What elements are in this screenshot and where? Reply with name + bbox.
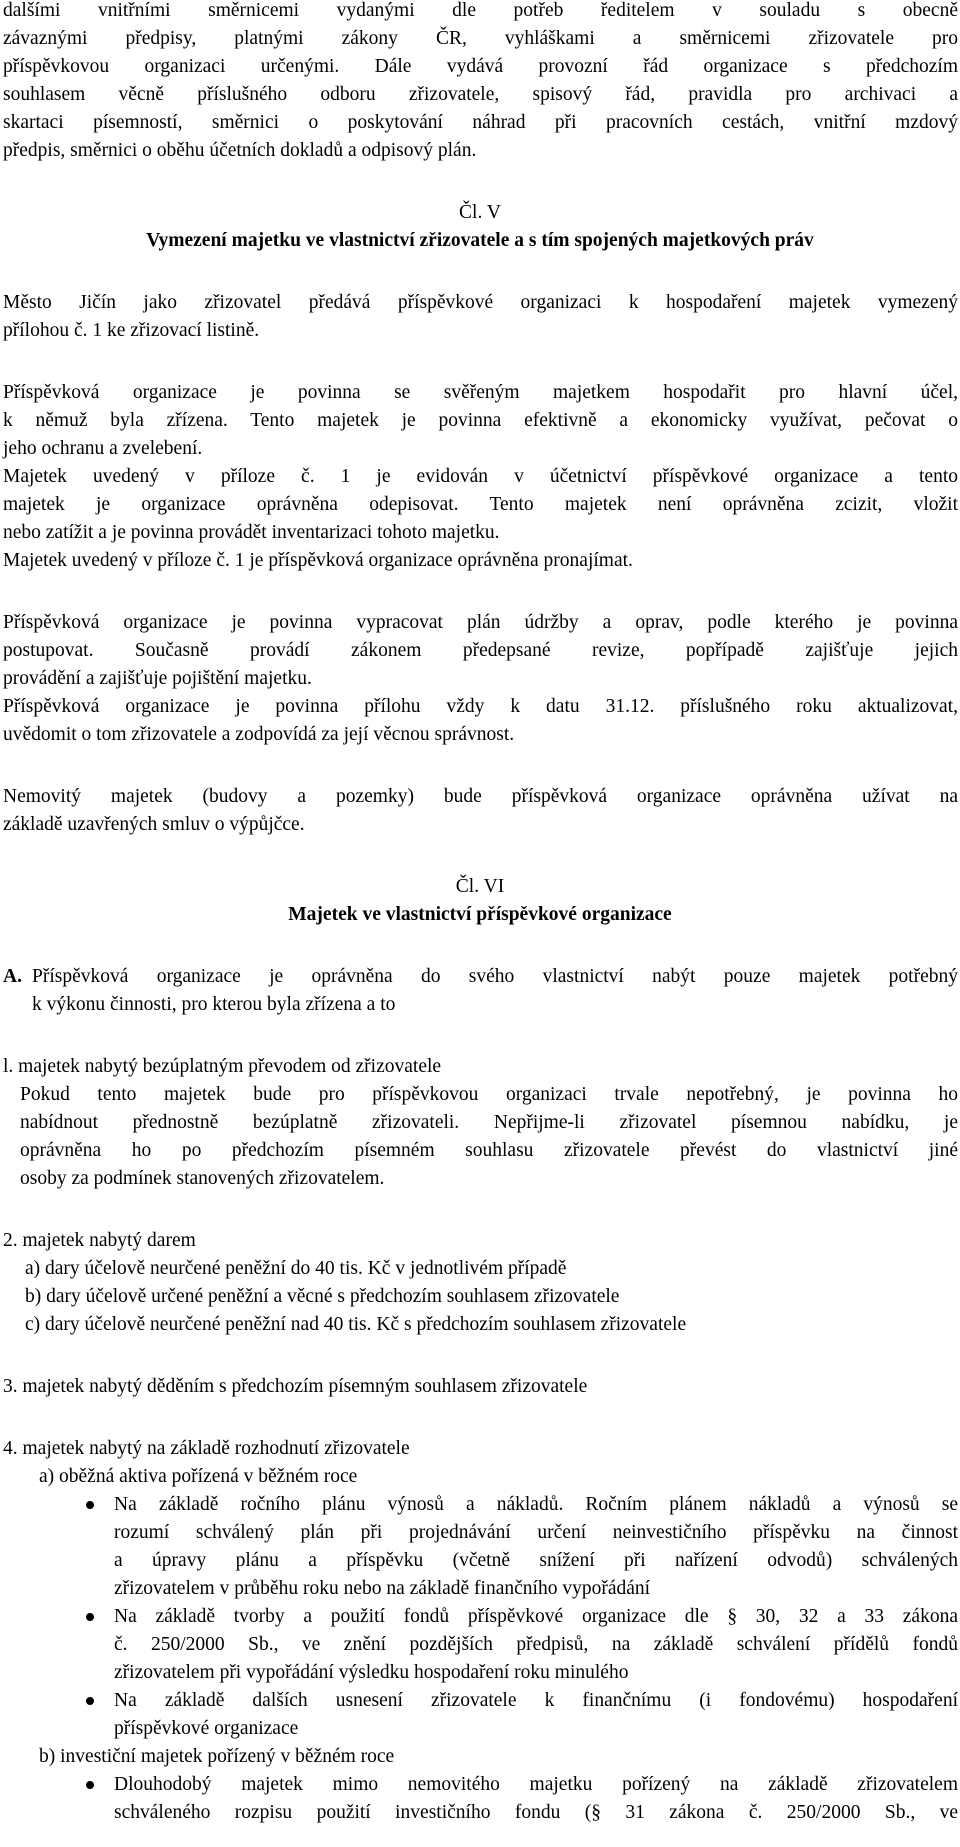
item-1-line-2: nabídnout přednostně bezúplatně zřizovateli. Nepřijme-li zřizovatel písemnou nabídku, je (20, 1112, 958, 1133)
bullet-icon (86, 1781, 94, 1789)
bullet-1-line-4: zřizovatelem v průběhu roku nebo na základě finančního vypořádání (114, 1578, 651, 1599)
art5-p2-line-2: k němuž byla zřízena. Tento majetek je povinna efektivně a ekonomicky využívat, pečovat o (3, 410, 958, 431)
item-3-heading: 3. majetek nabytý děděním s předchozím písemným souhlasem zřizovatele (3, 1376, 588, 1397)
bullet-1-line-2: rozumí schválený plán při projednávání určení neinvestičního příspěvku na činnost (114, 1522, 958, 1543)
item-2-b: b) dary účelově určené peněžní a věcné s předchozím souhlasem zřizovatele (25, 1286, 620, 1307)
bullet-1-line-3: a úpravy plánu a příspěvku (včetně snížení při nařízení odvodů) schválených (114, 1550, 958, 1571)
bullet-4-line-2: schváleného rozpisu použití investičního fondu (§ 31 zákona č. 250/2000 Sb., ve (114, 1802, 958, 1823)
item-1-line-4: osoby za podmínek stanovených zřizovatelem. (20, 1168, 385, 1189)
item-1-line-1: Pokud tento majetek bude pro příspěvkovou organizaci trvale nepotřebný, je povinna ho (20, 1084, 958, 1105)
item-4-a: a) oběžná aktiva pořízená v běžném roce (39, 1466, 358, 1487)
art5-p2-line-5: majetek je organizace oprávněna odepisovat. Tento majetek není oprávněna zcizit, vložit (3, 494, 958, 515)
item-2-a: a) dary účelově neurčené peněžní do 40 tis. Kč v jednotlivém případě (25, 1258, 567, 1279)
art5-p3-line-3: provádění a zajišťuje pojištění majetku. (3, 668, 312, 689)
bullet-2-line-3: zřizovatelem při vypořádání výsledku hospodaření roku minulého (114, 1662, 629, 1683)
art5-p1-line-2: přílohou č. 1 ke zřizovací listině. (3, 320, 260, 341)
intro-line-4: souhlasem věcně příslušného odboru zřizovatele, spisový řád, pravidla pro archivaci a (3, 84, 958, 105)
art5-p2-line-1: Příspěvková organizace je povinna se svěřeným majetkem hospodařit pro hlavní účel, (3, 382, 958, 403)
art5-p3-line-2: postupovat. Současně provádí zákonem předepsané revize, popřípadě zajišťuje jejich (3, 640, 958, 661)
section-a-line-1: Příspěvková organizace je oprávněna do svého vlastnictví nabýt pouze majetek potřebný (32, 966, 958, 987)
art5-p2-line-3: jeho ochranu a zvelebení. (3, 438, 203, 459)
article-6-title: Majetek ve vlastnictví příspěvkové organizace (288, 904, 672, 925)
item-2-c: c) dary účelově neurčené peněžní nad 40 tis. Kč s předchozím souhlasem zřizovatele (25, 1314, 687, 1335)
bullet-4-line-1: Dlouhodobý majetek mimo nemovitého majetku pořízený na základě zřizovatelem (114, 1774, 958, 1795)
item-1-line-3: oprávněna ho po předchozím písemném souhlasu zřizovatele převést do vlastnictví jiné (20, 1140, 958, 1161)
item-4-heading: 4. majetek nabytý na základě rozhodnutí zřizovatele (3, 1438, 410, 1459)
bullet-2-line-1: Na základě tvorby a použití fondů příspěvkové organizace dle § 30, 32 a 33 zákona (114, 1606, 958, 1627)
art5-p3-line-5: uvědomit o tom zřizovatele a zodpovídá za její věcnou správnost. (3, 724, 515, 745)
art5-p4-line-1: Nemovitý majetek (budovy a pozemky) bude příspěvková organizace oprávněna užívat na (3, 786, 958, 807)
intro-line-2: závaznými předpisy, platnými zákony ČR, vyhláškami a směrnicemi zřizovatele pro (3, 28, 958, 49)
bullet-2-line-2: č. 250/2000 Sb., ve znění pozdějších předpisů, na základě schválení přídělů fondů (114, 1634, 958, 1655)
art5-p3-line-1: Příspěvková organizace je povinna vypracovat plán údržby a oprav, podle kterého je povinna (3, 612, 958, 633)
art5-p2-line-4: Majetek uvedený v příloze č. 1 je evidován v účetnictví příspěvkové organizace a tento (3, 466, 958, 487)
art5-p2-line-6: nebo zatížit a je povinna provádět inventarizaci tohoto majetku. (3, 522, 500, 543)
section-a-line-2: k výkonu činnosti, pro kterou byla zřízena a to (32, 994, 396, 1015)
intro-line-1: dalšími vnitřními směrnicemi vydanými dle potřeb ředitelem v souladu s obecně (3, 0, 958, 21)
item-1-heading: l. majetek nabytý bezúplatným převodem od zřizovatele (3, 1056, 442, 1077)
bullet-icon (86, 1501, 94, 1509)
article-5-number: Čl. V (459, 202, 501, 223)
article-6-number: Čl. VI (455, 876, 505, 897)
bullet-icon (86, 1613, 94, 1621)
art5-p2-line-7: Majetek uvedený v příloze č. 1 je příspěvková organizace oprávněna pronajímat. (3, 550, 633, 571)
bullet-3-line-2: příspěvkové organizace (114, 1718, 299, 1739)
article-5-title: Vymezení majetku ve vlastnictví zřizovatele a s tím spojených majetkových práv (146, 230, 814, 251)
art5-p1-line-1: Město Jičín jako zřizovatel předává příspěvkové organizaci k hospodaření majetek vymezený (3, 292, 958, 313)
intro-line-3: příspěvkovou organizaci určenými. Dále vydává provozní řád organizace s předchozím (3, 56, 958, 77)
intro-line-6: předpis, směrnici o oběhu účetních dokladů a odpisový plán. (3, 140, 477, 161)
art5-p3-line-4: Příspěvková organizace je povinna přílohu vždy k datu 31.12. příslušného roku aktualizovat, (3, 696, 958, 717)
bullet-3-line-1: Na základě dalších usnesení zřizovatele k finančnímu (i fondovému) hospodaření (114, 1690, 958, 1711)
bullet-1-line-1: Na základě ročního plánu výnosů a nákladů. Ročním plánem nákladů a výnosů se (114, 1494, 958, 1515)
art5-p4-line-2: základě uzavřených smluv o výpůjčce. (3, 814, 305, 835)
item-2-heading: 2. majetek nabytý darem (3, 1230, 196, 1251)
item-4-b: b) investiční majetek pořízený v běžném roce (39, 1746, 395, 1767)
bullet-icon (86, 1697, 94, 1705)
section-a-label: A. (3, 966, 22, 987)
intro-line-5: skartaci písemností, směrnici o poskytování náhrad při pracovních cestách, vnitřní mzdový (3, 112, 958, 133)
